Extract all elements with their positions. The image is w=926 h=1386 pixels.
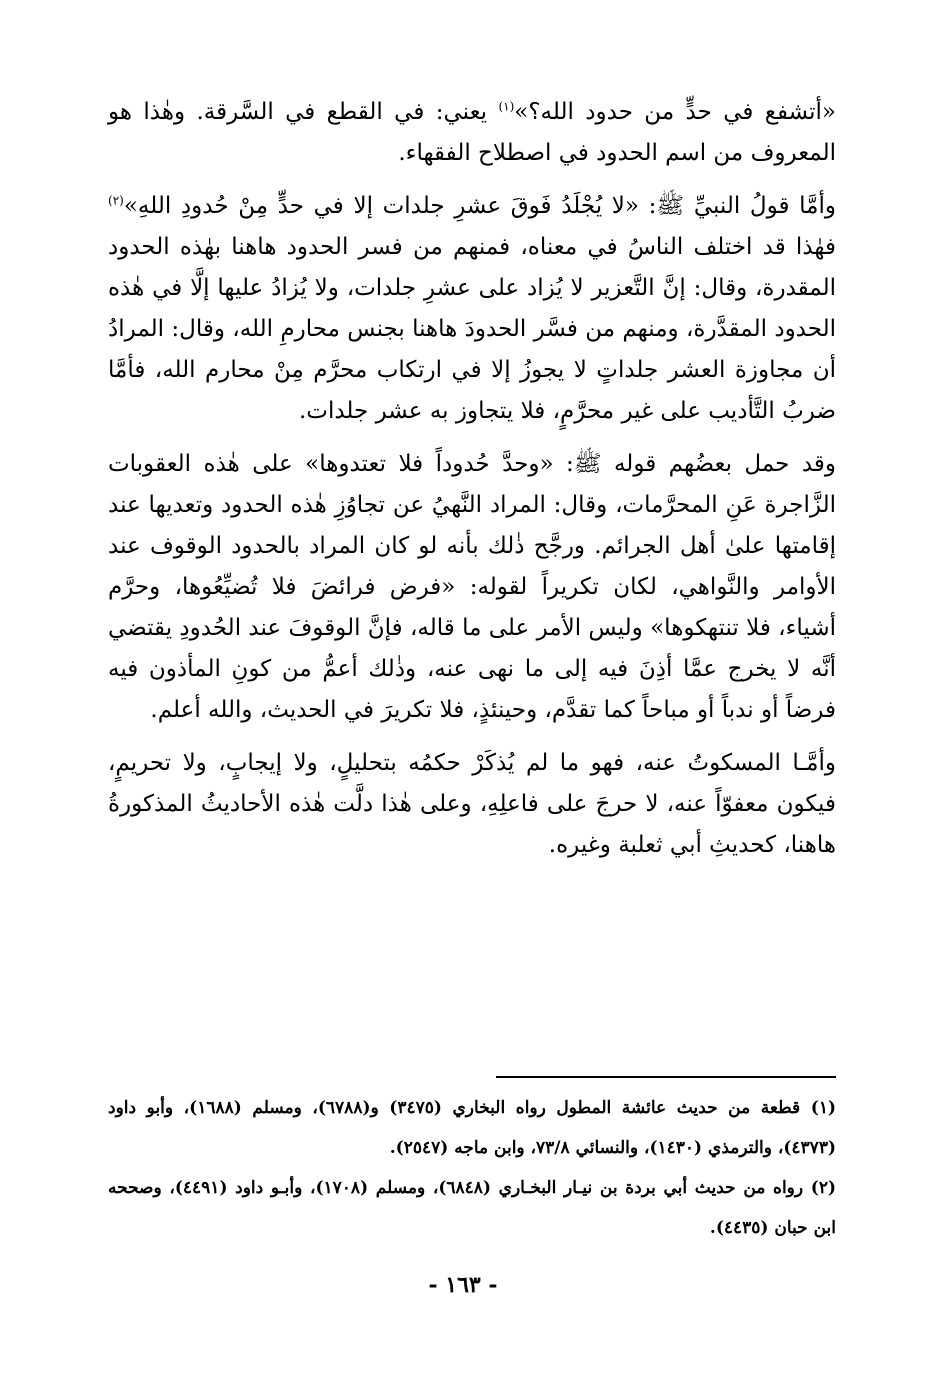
page-number: - ١٦٣ - bbox=[428, 1272, 498, 1298]
footnote-ref-2[interactable]: (٢) bbox=[108, 193, 124, 208]
page-body bbox=[108, 92, 836, 866]
footnote-separator bbox=[496, 1076, 836, 1078]
paragraph-text: فهٰذا قد اختلف الناسُ في معناه، فمنهم من فسر الحدود هاهنا بهٰذه الحدود المقدرة، وقال: إنَّ التَّعزير لا يُزاد على عشرِ جلدات، ولا يُزادُ عليها إلَّا في هٰذه الحدود المقدَّرة، ومنهم من فسَّر الحدودَ هاهنا بجنس محارمِ الله، وقال: المرادُ أن مجاوزة العشر جلداتٍ لا يجوزُ إلا في ارتكاب محرَّم مِنْ محارم الله، فأمَّا ضربُ التَّأديب على غير محرَّمٍ، فلا يتجاوز به عشر جلدات. bbox=[108, 234, 836, 424]
paragraph-text: يعني: في القطع في السَّرقة. وهٰذا هو المعروف من اسم الحدود في اصطلاح الفقهاء. bbox=[108, 99, 836, 166]
paragraph-text: وأمَّا قولُ النبيِّ ﷺ: «لا يُجْلَدُ فَوقَ عشرِ جلدات إلا في حدٍّ مِنْ حُدودِ اللهِ» bbox=[123, 193, 836, 219]
paragraph-text: وأمَّـا المسكوتُ عنه، فهو ما لم يُذكَرْ حكمُه بتحليلٍ، ولا إيجابٍ، ولا تحريمٍ، فيكون معفوّاً عنه، لا حرجَ على فاعلِهِ، وعلى هٰذا دلَّت هٰذه الأحاديثُ المذكورةُ هاهنا، كحديثِ أبي ثعلبة وغيره. bbox=[108, 750, 836, 858]
footnote-ref-1[interactable]: (١) bbox=[498, 99, 515, 114]
paragraph bbox=[108, 743, 836, 866]
paragraph bbox=[108, 186, 836, 432]
paragraph bbox=[108, 92, 836, 174]
footnote-2: (٢) رواه من حديث أبي بردة بن نيـار البخـاري (٦٨٤٨)، ومسلم (١٧٠٨)، وأبـو داود (٤٤٩١)، وصححه ابن حبان (٤٤٣٥). bbox=[108, 1178, 836, 1238]
paragraph-text: «أتشفع في حدٍّ من حدود الله؟» bbox=[514, 99, 836, 125]
paragraph-text: وقد حمل بعضُهم قوله ﷺ: «وحدَّ حُدوداً فلا تعتدوها» على هٰذه العقوبات الزَّاجرة عَنِ المحرَّمات، وقال: المراد النَّهيُ عن تجاوُزِ هٰذه الحدود وتعديها عند إقامتها علىٰ أهل الجرائم. ورجَّح ذٰلك بأنه لو كان المراد بالحدود الوقوف عند الأوامر والنَّواهي، لكان تكريراً لقوله: «فرض فرائضَ فلا تُضيِّعُوها، وحرَّم أشياء، فلا تنتهكوها» وليس الأمر على ما قاله، فإنَّ الوقوفَ عند الحُدودِ يقتضي أنَّه لا يخرج عمَّا أذِنَ فيه إلى ما نهى عنه، وذٰلك أعمُّ من كونِ المأذون فيه فرضاً أو ندباً أو مباحاً كما تقدَّم، وحينئذٍ، فلا تكريرَ في الحديث، والله أعلم. bbox=[108, 451, 836, 723]
paragraph bbox=[108, 444, 836, 731]
footnotes bbox=[108, 1076, 836, 1248]
footnote-1: (١) قطعة من حديث عائشة المطول رواه البخاري (٣٤٧٥) و(٦٧٨٨)، ومسلم (١٦٨٨)، وأبو داود (٤٣٧٣)، والترمذي (١٤٣٠)، والنسائي ٧٣/٨، وابن ماجه (٢٥٤٧). bbox=[108, 1098, 836, 1158]
